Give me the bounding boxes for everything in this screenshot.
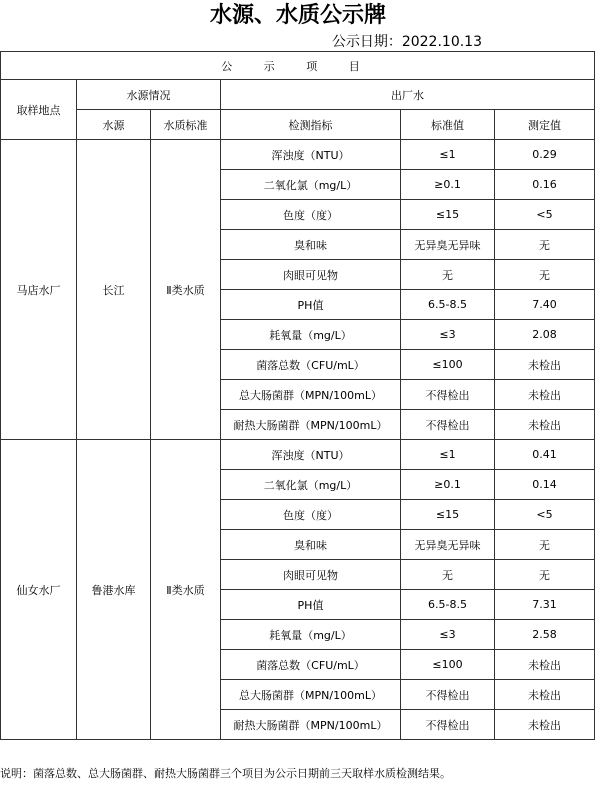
measured-cell: 0.14 [495, 470, 595, 500]
measured-cell: 无 [495, 530, 595, 560]
measured-cell: 7.31 [495, 590, 595, 620]
measured-cell: <5 [495, 500, 595, 530]
indicator-cell: PH值 [221, 290, 401, 320]
measured-cell: 未检出 [495, 410, 595, 440]
measured-cell: <5 [495, 200, 595, 230]
standard-cell: 6.5-8.5 [401, 590, 495, 620]
plant-site: 马店水厂 [1, 140, 77, 440]
plant-site: 仙女水厂 [1, 440, 77, 740]
indicator-cell: 耗氧量（mg/L） [221, 320, 401, 350]
footnote: 说明：菌落总数、总大肠菌群、耐热大肠菌群三个项目为公示日期前三天取样水质检测结果。 [0, 767, 451, 780]
measured-cell: 2.08 [495, 320, 595, 350]
indicator-cell: 浑浊度（NTU） [221, 140, 401, 170]
measured-cell: 未检出 [495, 350, 595, 380]
measured-cell: 7.40 [495, 290, 595, 320]
indicator-cell: 色度（度） [221, 500, 401, 530]
indicator-cell: 菌落总数（CFU/mL） [221, 350, 401, 380]
indicator-cell: 二氧化氯（mg/L） [221, 470, 401, 500]
standard-cell: ≥0.1 [401, 470, 495, 500]
indicator-cell: 耐热大肠菌群（MPN/100mL） [221, 410, 401, 440]
indicator-cell: 肉眼可见物 [221, 560, 401, 590]
plant-source: 长江 [77, 140, 151, 440]
standard-cell: ≥0.1 [401, 170, 495, 200]
measured-cell: 无 [495, 230, 595, 260]
measured-cell: 无 [495, 260, 595, 290]
indicator-cell: 臭和味 [221, 230, 401, 260]
plant-source: 鲁港水库 [77, 440, 151, 740]
indicator-cell: 菌落总数（CFU/mL） [221, 650, 401, 680]
plant-quality: Ⅱ类水质 [151, 440, 221, 740]
header-outlet: 出厂水 [221, 80, 595, 110]
header-source-group: 水源情况 [77, 80, 221, 110]
standard-cell: 不得检出 [401, 410, 495, 440]
page-title: 水源、水质公示牌 [209, 3, 386, 28]
header-quality: 水质标准 [151, 110, 221, 140]
standard-cell: ≤15 [401, 500, 495, 530]
indicator-cell: 总大肠菌群（MPN/100mL） [221, 680, 401, 710]
indicator-cell: 臭和味 [221, 530, 401, 560]
header-indicator: 检测指标 [221, 110, 401, 140]
table-row [1, 440, 595, 470]
standard-cell: 无 [401, 260, 495, 290]
indicator-cell: 耗氧量（mg/L） [221, 620, 401, 650]
indicator-cell: 总大肠菌群（MPN/100mL） [221, 380, 401, 410]
standard-cell: 无异臭无异味 [401, 230, 495, 260]
measured-cell: 未检出 [495, 710, 595, 740]
standard-cell: 不得检出 [401, 710, 495, 740]
measured-cell: 未检出 [495, 650, 595, 680]
standard-cell: ≤100 [401, 350, 495, 380]
standard-cell: 无异臭无异味 [401, 530, 495, 560]
header-source: 水源 [77, 110, 151, 140]
indicator-cell: 耐热大肠菌群（MPN/100mL） [221, 710, 401, 740]
standard-cell: ≤15 [401, 200, 495, 230]
standard-cell: 无 [401, 560, 495, 590]
measured-cell: 0.41 [495, 440, 595, 470]
measured-cell: 未检出 [495, 680, 595, 710]
indicator-cell: PH值 [221, 590, 401, 620]
header-measured: 测定值 [495, 110, 595, 140]
standard-cell: 不得检出 [401, 380, 495, 410]
indicator-cell: 二氧化氯（mg/L） [221, 170, 401, 200]
measured-cell: 2.58 [495, 620, 595, 650]
standard-cell: 6.5-8.5 [401, 290, 495, 320]
standard-cell: ≤1 [401, 440, 495, 470]
indicator-cell: 色度（度） [221, 200, 401, 230]
standard-cell: ≤1 [401, 140, 495, 170]
plant-quality: Ⅱ类水质 [151, 140, 221, 440]
table-row [1, 140, 595, 170]
water-quality-table [0, 51, 595, 740]
standard-cell: ≤3 [401, 620, 495, 650]
measured-cell: 0.29 [495, 140, 595, 170]
standard-cell: 不得检出 [401, 680, 495, 710]
indicator-cell: 肉眼可见物 [221, 260, 401, 290]
measured-cell: 未检出 [495, 380, 595, 410]
standard-cell: ≤100 [401, 650, 495, 680]
measured-cell: 0.16 [495, 170, 595, 200]
header-standard: 标准值 [401, 110, 495, 140]
indicator-cell: 浑浊度（NTU） [221, 440, 401, 470]
header-site: 取样地点 [1, 80, 77, 140]
measured-cell: 无 [495, 560, 595, 590]
group-header: 公 示 项 目 [1, 52, 595, 80]
standard-cell: ≤3 [401, 320, 495, 350]
publish-date: 公示日期：2022.10.13 [331, 34, 482, 50]
